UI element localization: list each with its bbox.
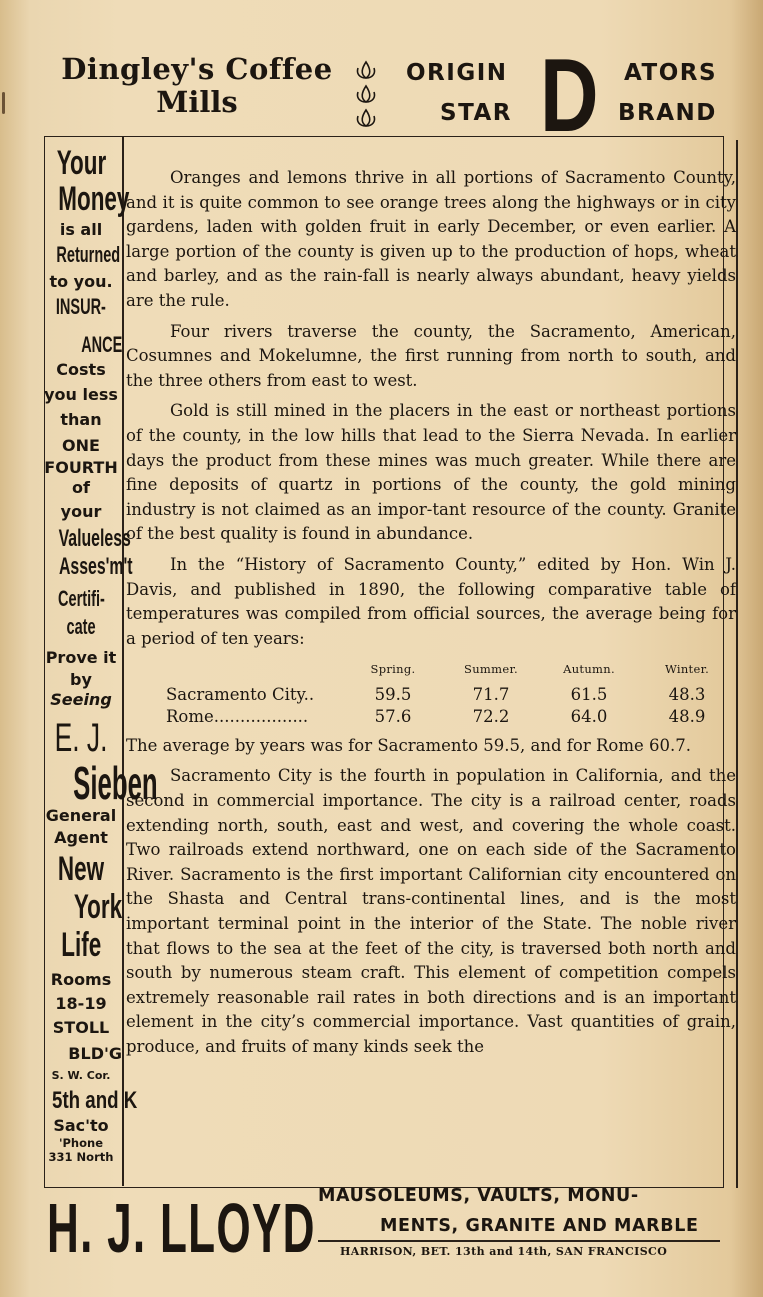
paragraph-sacramento-city: Sacramento City is the fourth in population in California, and the second in commercial importance. The city is a railroad center, roads extending north, south, east and west, and covering the whole coast. Two railroads extend northward, one on each side of the Sacramento River. Sacramento is the first important Californian city encountered on the Shasta and Central trans-continental lines, and is the most important terminal point in the interior of the State. The noble river that flows to the sea at the feet of the city, is traversed both north and south by numerous steam craft. This element of competition compels extremely reasonable rail rates in both directions and is an important element in the city’s commercial importance. Vast quantities of grain, produce, and fruits of many kinds seek the — [126, 766, 736, 1056]
sidebar-prove-it: Prove it — [45, 648, 117, 667]
sidebar-rooms-no: 18-19 — [55, 994, 107, 1013]
row-city: Rome.................. — [166, 706, 309, 726]
header-title-line2: Mills — [156, 85, 238, 119]
header-title-line1: Dingley's Coffee — [61, 52, 333, 86]
sidebar-insur: INSUR- — [55, 294, 107, 319]
footer-address: HARRISON, BET. 13th and 14th, SAN FRANCISCO — [340, 1245, 668, 1258]
cell-value: 48.9 — [668, 706, 706, 726]
article-body — [126, 166, 736, 1066]
sidebar-valueless: Valueless — [58, 525, 131, 552]
sidebar-money: Money — [58, 180, 130, 218]
sidebar-of: of — [72, 478, 90, 497]
sidebar-agent: Agent — [54, 828, 108, 847]
cell-value: 59.5 — [374, 684, 412, 704]
header-origin: ORIGIN — [406, 60, 508, 86]
sidebar-you-less: you less — [44, 385, 118, 404]
table-header-row — [166, 657, 736, 684]
sidebar-your: Your — [56, 144, 106, 182]
paragraph-history: In the “History of Sacramento County,” edited by Hon. Win J. Davis, and published in 1890, the following comparative table of temperatures was compiled from official sources, the average being for a period of ten years: — [126, 554, 736, 648]
cell-value: 64.0 — [570, 706, 608, 726]
sidebar-certifi: Certifi- — [57, 586, 105, 611]
paragraph-oranges: Oranges and lemons thrive in all portions of Sacramento County, and it is quite common to see orange trees along the highways or in city gardens, laden with golden fruit in early December, or even earlier. A large portion of the county is given up to the production of hops, wheat and barley, and as the rain-fall is nearly always abundant, heavy yields are the rule. — [126, 168, 736, 310]
paragraph-average: The average by years was for Sacramento 59.5, and for Rome 60.7. — [126, 735, 691, 755]
header-advertiser — [52, 52, 342, 118]
cell-value: 57.6 — [374, 706, 412, 726]
sidebar-rooms: Rooms — [50, 970, 112, 989]
sidebar-costs: Costs — [56, 360, 106, 379]
sidebar-life: Life — [61, 926, 101, 964]
footer-line1: MAUSOLEUMS, VAULTS, MONU- — [318, 1186, 639, 1206]
sidebar-one: ONE — [62, 436, 100, 455]
cell-value: 48.3 — [668, 684, 706, 704]
sidebar-stoll: STOLL — [52, 1018, 110, 1037]
header-spring: Spring. — [370, 662, 416, 677]
header-summer: Summer. — [464, 662, 518, 677]
sidebar-ej: E. J. — [54, 716, 108, 760]
footer-advertiser-name: H. J. LLOYD — [47, 1189, 316, 1267]
sidebar-sacto: Sac'to — [53, 1116, 109, 1135]
sidebar-seeing: Seeing — [50, 690, 112, 709]
sidebar-ance: ANCE — [80, 332, 122, 357]
right-rule — [736, 140, 738, 1188]
sidebar-fifth-k: 5th and K — [52, 1087, 138, 1114]
sidebar-general: General — [45, 806, 117, 825]
header-star: STAR — [440, 100, 512, 126]
page-edge-mark — [2, 92, 5, 114]
header-winter: Winter. — [664, 662, 710, 677]
sidebar-your2: your — [60, 502, 102, 521]
table-row — [166, 706, 736, 728]
sidebar-new: New — [57, 850, 105, 888]
header-ators: ATORS — [624, 60, 718, 86]
header-brand: BRAND — [618, 100, 717, 126]
temperature-table — [166, 657, 736, 728]
sidebar-york: York — [73, 888, 122, 926]
sidebar-assesmt: Asses'm't — [58, 553, 133, 580]
sidebar-cate: cate — [66, 614, 96, 639]
footer-line2: MENTS, GRANITE AND MARBLE — [380, 1216, 699, 1236]
sidebar-by: by — [70, 670, 92, 689]
sidebar-sw-cor: S. W. Cor. — [51, 1069, 111, 1082]
footer-rule — [318, 1240, 720, 1242]
paragraph-gold: Gold is still mined in the placers in the east or northeast portions of the county, in the low hills that lead to the Sierra Nevada. In earlier days the product from these mines was much greater. While there are fine deposits of quartz in portions of the county, the gold mining industry is not claimed as an impor-tant resource of the county. Granite of the best quality is found in abundance. — [126, 401, 736, 544]
row-city: Sacramento City.. — [166, 684, 315, 704]
header-big-letter: D — [540, 38, 599, 154]
sidebar-phone-no: 331 North — [48, 1150, 114, 1164]
sidebar-to-you: to you. — [49, 272, 113, 291]
cell-value: 71.7 — [472, 684, 510, 704]
fleur-ornament-icon — [352, 58, 380, 136]
header-autumn: Autumn. — [563, 662, 615, 677]
sidebar-sieben: Sieben — [73, 757, 158, 809]
cell-value: 72.2 — [472, 706, 510, 726]
sidebar-is-all: is all — [59, 220, 103, 239]
sidebar-than: than — [60, 410, 102, 429]
sidebar-returned: Returned — [56, 242, 121, 267]
column-divider — [122, 137, 124, 1186]
table-row — [166, 684, 736, 706]
sidebar-phone: 'Phone — [58, 1136, 104, 1150]
sidebar-fourth: FOURTH — [44, 458, 118, 477]
sidebar-bldg: BLD'G — [68, 1044, 122, 1063]
paragraph-rivers: Four rivers traverse the county, the Sacramento, American, Cosumnes and Mokelumne, the first running from north to south, and the three others from east to west. — [126, 321, 736, 390]
cell-value: 61.5 — [570, 684, 608, 704]
